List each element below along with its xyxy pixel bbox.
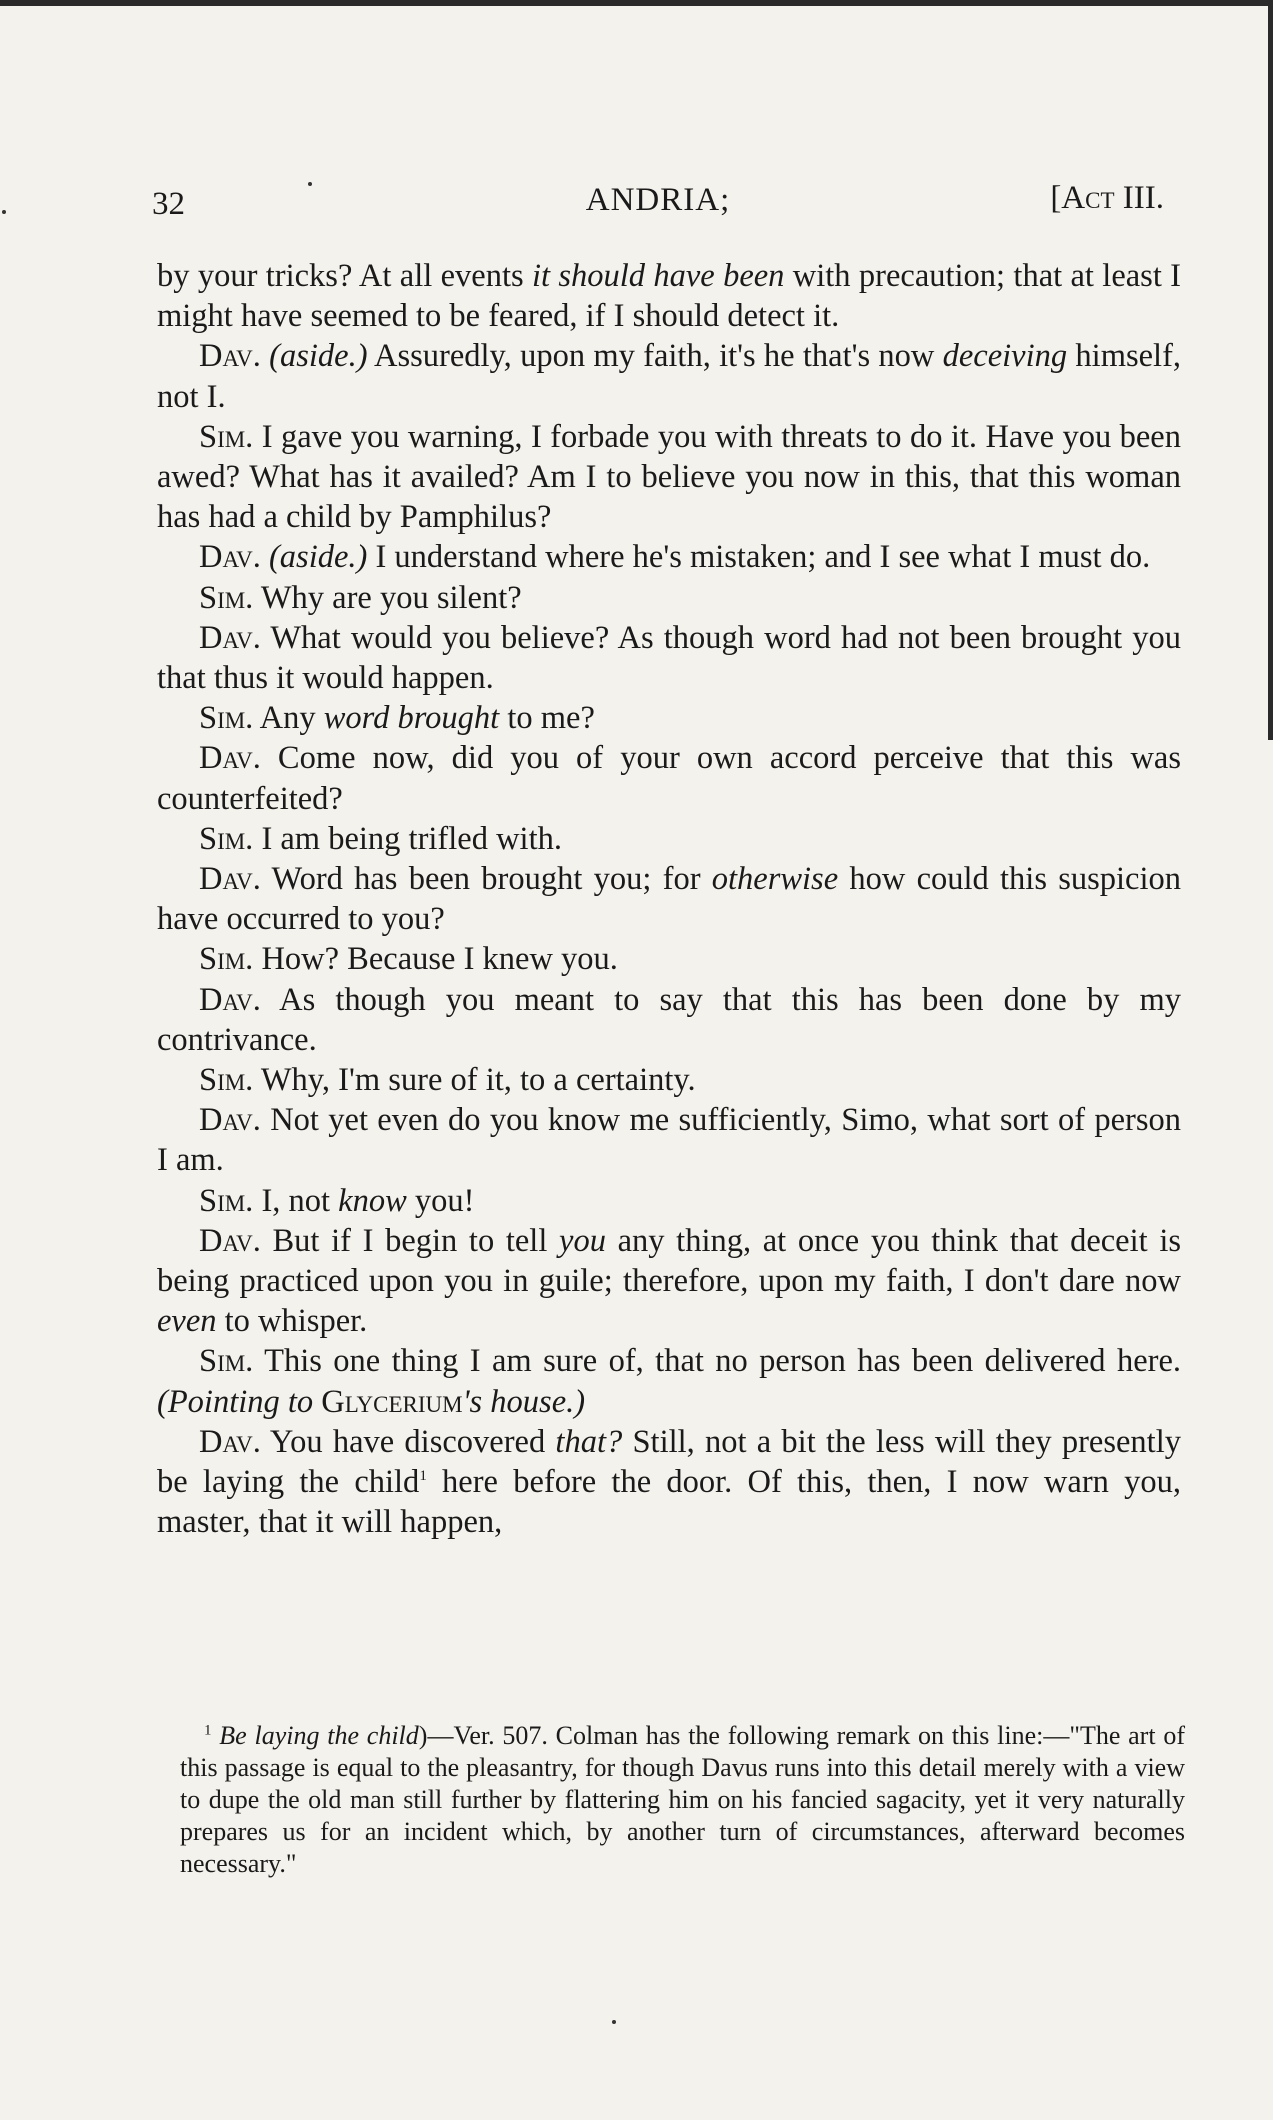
speaker-dav: Dav. bbox=[199, 1423, 261, 1460]
speaker-sim: Sim. bbox=[199, 579, 254, 616]
stage-direction: 's house.) bbox=[462, 1383, 586, 1420]
footnote-number: 1 bbox=[204, 1722, 212, 1739]
speaker-dav: Dav. bbox=[199, 861, 261, 898]
speaker-dav: Dav. bbox=[199, 619, 261, 656]
running-title: ANDRIA; bbox=[585, 182, 731, 218]
paragraph: Sim. Why, I'm sure of it, to a certainty. bbox=[199, 1062, 696, 1099]
page-binding-edge bbox=[1268, 0, 1273, 740]
stage-direction: (Pointing to bbox=[157, 1383, 322, 1420]
speaker-sim: Sim. bbox=[199, 820, 254, 857]
paragraph: Sim. I, not know you! bbox=[199, 1182, 475, 1219]
paragraph: Sim. I gave you warning, I forbade you with threats to do it. Have you been awed? What has it availed? Am I to believe you now in this, that this woman has had a child by Pamphilus? bbox=[157, 418, 1181, 536]
paragraph: Dav. As though you meant to say that this has been done by my contrivance. bbox=[157, 981, 1181, 1058]
paragraph: by your tricks? At all events it should have been with precaution; that at least I might have seemed to be feared, if I should detect it. bbox=[157, 258, 1182, 335]
speaker-sim: Sim. bbox=[199, 1343, 254, 1380]
paragraph: Dav. What would you believe? As though word had not been brought you that thus it would happen. bbox=[157, 619, 1181, 697]
footnote-lemma: Be laying the child bbox=[219, 1721, 419, 1750]
footnote-ref[interactable]: 1 bbox=[419, 1468, 427, 1485]
speaker-dav: Dav. bbox=[199, 1102, 261, 1139]
paragraph: Dav. You have discovered that? Still, not a bit the less will they presently be laying the child$^1$ here before the door. Of this, then, I now warn you, master, that it will happen, bbox=[157, 1423, 1181, 1541]
speaker-sim: Sim. bbox=[199, 941, 254, 978]
paragraph: Sim. I am being trifled with. bbox=[199, 820, 562, 857]
margin-speck bbox=[2, 210, 6, 214]
speaker-dav: Dav. bbox=[199, 1222, 261, 1259]
main-text bbox=[157, 256, 1181, 1543]
speaker-sim: Sim. bbox=[199, 1062, 254, 1099]
paragraph: Dav. (aside.) Assuredly, upon my faith, it's he that's now deceiving himself, not I. bbox=[157, 338, 1182, 415]
speaker-dav: Dav. bbox=[199, 740, 261, 777]
footnotes bbox=[180, 1720, 1185, 1880]
speaker-dav: Dav. bbox=[199, 338, 261, 375]
speaker-sim: Sim. bbox=[199, 1182, 254, 1219]
stage-direction: (aside.) bbox=[269, 338, 368, 375]
act-marker: [Act III. bbox=[1050, 180, 1164, 216]
page-number: 32 bbox=[152, 186, 185, 222]
paragraph: Sim. This one thing I am sure of, that no person has been delivered here. (Pointing to Glycerium's house.) bbox=[157, 1343, 1181, 1420]
footnote: $^1$ Be laying the child)—Ver. 507. Colman has the following remark on this line:—"The art of this passage is equal to the pleasantry, for though Davus runs into this detail merely with a view to dupe the old man still further by flattering him on his fancied sagacity, yet it very naturally prepares us for an incident which, by another turn of circumstances, afterward becomes necessary." bbox=[180, 1721, 1186, 1878]
paragraph: Dav. (aside.) I understand where he's mistaken; and I see what I must do. bbox=[199, 539, 1151, 576]
running-header bbox=[152, 178, 1164, 228]
paragraph: Sim. How? Because I knew you. bbox=[199, 941, 618, 978]
speaker-sim: Sim. bbox=[199, 700, 254, 737]
paragraph: Dav. But if I begin to tell you any thing, at once you think that deceit is being practiced upon you in guile; therefore, upon my faith, I don't dare now even to whisper. bbox=[157, 1222, 1181, 1340]
paragraph: Dav. Come now, did you of your own accord perceive that this was counterfeited? bbox=[157, 740, 1181, 817]
margin-speck bbox=[612, 2020, 616, 2024]
paragraph: Dav. Not yet even do you know me sufficiently, Simo, what sort of person I am. bbox=[157, 1102, 1181, 1179]
paragraph: Sim. Why are you silent? bbox=[199, 579, 522, 616]
speaker-dav: Dav. bbox=[199, 981, 261, 1018]
stage-direction: (aside.) bbox=[268, 539, 368, 576]
paragraph: Sim. Any word brought to me? bbox=[199, 700, 595, 737]
page-top-edge bbox=[0, 0, 1273, 6]
speaker-dav: Dav. bbox=[199, 539, 261, 576]
character-name: Glycerium bbox=[321, 1383, 463, 1420]
paragraph: Dav. Word has been brought you; for otherwise how could this suspicion have occurred to you? bbox=[157, 861, 1181, 938]
speaker-sim: Sim. bbox=[199, 418, 254, 455]
